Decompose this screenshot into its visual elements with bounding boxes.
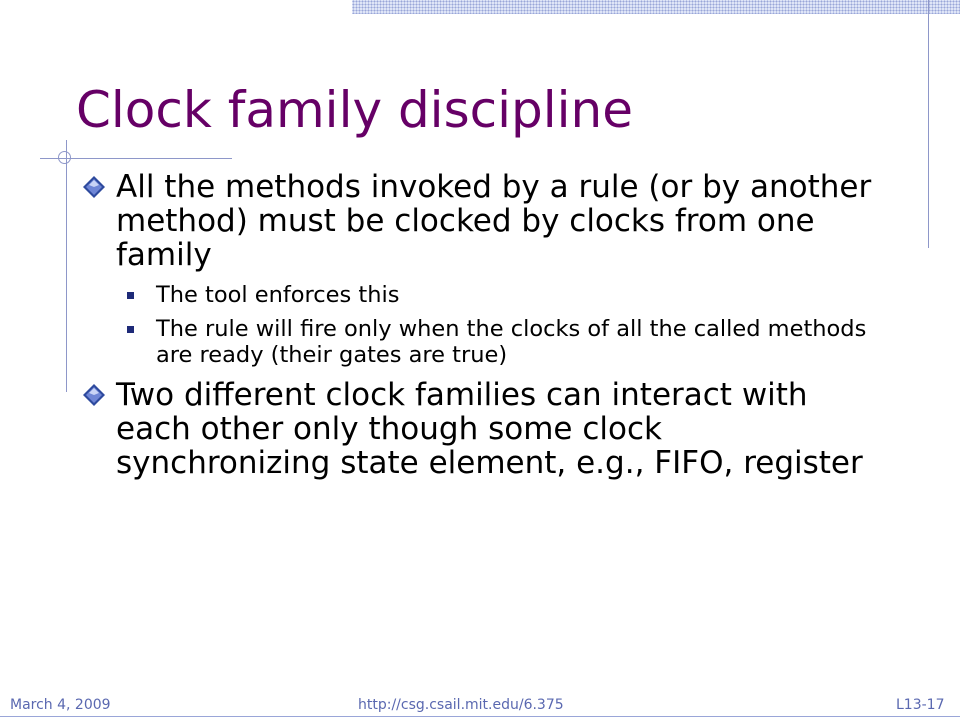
diamond-bullet-icon [82,383,106,407]
footer-date: March 4, 2009 [10,697,111,713]
sub-bullet-item [82,282,882,308]
top-decorative-band [352,0,960,14]
bullet-text: Two different clock families can interact with each other only though some clock synchronizing state element, e.g., FIFO, register [116,377,863,481]
footer-page-number: L13-17 [896,697,945,713]
sub-bullet-item [82,316,882,368]
footer-url: http://csg.csail.mit.edu/6.375 [358,697,564,713]
right-decorative-line [928,0,929,248]
sub-bullet-text: The rule will fire only when the clocks of all the called methods are ready (their gates are true) [156,316,867,368]
bullet-item [82,170,882,272]
corner-circle-ornament [58,151,71,164]
slide-title: Clock family discipline [76,81,633,139]
footer-rule [0,716,960,717]
bullet-item [82,378,882,480]
left-decorative-line [66,140,67,392]
bullet-text: All the methods invoked by a rule (or by another method) must be clocked by clocks from one family [116,169,872,273]
diamond-bullet-icon [82,175,106,199]
square-bullet-icon [127,292,134,299]
square-bullet-icon [127,326,134,333]
sub-bullet-list [82,282,882,368]
slide-content [82,170,882,480]
sub-bullet-text: The tool enforces this [156,282,400,308]
